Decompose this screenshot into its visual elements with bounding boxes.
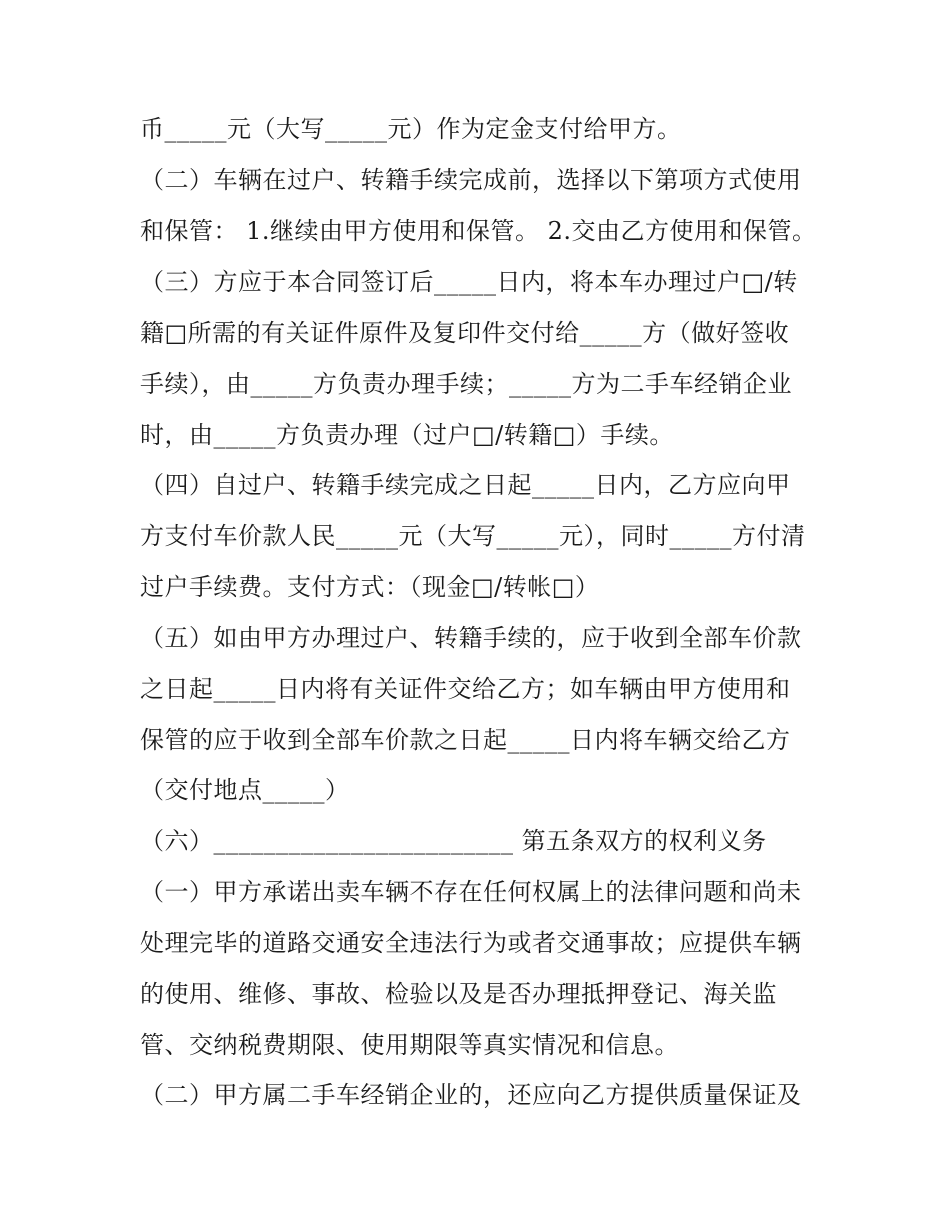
text-line: 手续），由_____方负责办理手续；_____方为二手车经销企业 [140,370,792,398]
text-line: 过户手续费。支付方式：（现金□/转帐□） [140,573,600,601]
text-line: （交付地点_____） [140,776,350,804]
text-line: 方支付车价款人民_____元（大写_____元），同时_____方付清 [140,522,806,550]
text-line: 之日起_____日内将有关证件交给乙方；如车辆由甲方使用和 [140,675,791,703]
text-line: 管、交纳税费期限、使用期限等真实情况和信息。 [140,1031,679,1059]
text-line: （一）甲方承诺出卖车辆不存在任何权属上的法律问题和尚未 [140,878,802,906]
text-line: 的使用、维修、事故、检验以及是否办理抵押登记、海关监 [140,980,777,1008]
text-line: 处理完毕的道路交通安全违法行为或者交通事故；应提供车辆 [140,929,802,957]
text-line: 币_____元（大写_____元）作为定金支付给甲方。 [140,115,682,143]
text-line: （二）车辆在过户、转籍手续完成前，选择以下第项方式使用 [140,166,802,194]
text-line: 保管的应于收到全部车价款之日起_____日内将车辆交给乙方 [140,726,791,754]
text-line: （五）如由甲方办理过户、转籍手续的，应于收到全部车价款 [140,624,802,652]
text-line: 籍□所需的有关证件原件及复印件交付给_____方（做好签收 [140,319,790,347]
text-line: 和保管： 1.继续由甲方使用和保管。 2.交由乙方使用和保管。 [140,217,817,245]
text-line: （二）甲方属二手车经销企业的，还应向乙方提供质量保证及 [140,1081,802,1109]
text-line: （四）自过户、转籍手续完成之日起_____日内，乙方应向甲 [140,471,791,499]
text-line: 时，由_____方负责办理（过户□/转籍□）手续。 [140,421,674,449]
text-line: （六）________________________ 第五条双方的权利义务 [140,827,767,855]
text-line: （三）方应于本合同签订后_____日内，将本车办理过户□/转 [140,268,798,296]
